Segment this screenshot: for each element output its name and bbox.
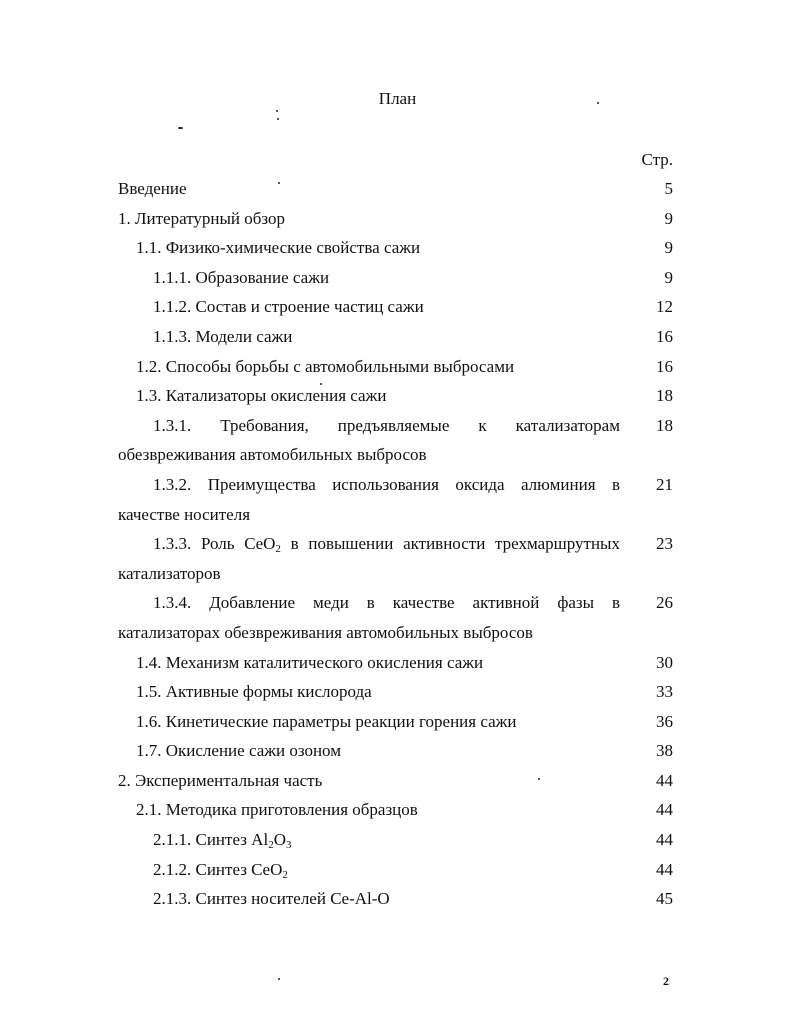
toc-entry-text: 1.5. Активные формы кислорода (136, 682, 372, 702)
toc-entry-text: 1.6. Кинетические параметры реакции горения сажи (136, 711, 517, 731)
toc-entry (118, 677, 673, 707)
toc-entry-page: 23 (656, 534, 673, 554)
toc-entry (118, 707, 673, 737)
toc-entry (118, 470, 673, 529)
scan-speck (597, 102, 599, 104)
page-column-header: Стр. (641, 150, 673, 169)
toc-entry (118, 322, 673, 352)
toc-entry-page: 44 (656, 830, 673, 850)
toc-entry-page: 36 (656, 711, 673, 731)
toc-entry-page: 38 (656, 741, 673, 761)
toc-entry-page: 21 (656, 474, 673, 494)
toc-entry-page: 44 (656, 859, 673, 879)
toc-entry-page: 9 (664, 267, 673, 287)
scan-speck (278, 182, 280, 184)
toc-entry (118, 174, 673, 204)
toc-entry (118, 352, 673, 382)
toc-entry-page: 16 (656, 326, 673, 346)
toc-entry-text: 2.1.1. Синтез $Al_2O_3$ (153, 830, 292, 852)
toc-entry-text: 1.1.2. Состав и строение частиц сажи (153, 297, 424, 317)
toc-entry (118, 825, 673, 855)
scan-speck (538, 778, 540, 780)
toc-entry-text: 1.3.2. Преимущества использования оксида алюминия в качестве носителя (118, 474, 620, 524)
toc-entry-page: 18 (656, 386, 673, 406)
toc-entry-text: 2.1. Методика приготовления образцов (136, 800, 418, 820)
toc-entry-text: 1.3.4. Добавление меди в качестве активной фазы в катализаторах обезвреживания автомобильных выбросов (118, 593, 620, 642)
toc-entry-page: 44 (656, 770, 673, 790)
scan-speck (276, 110, 278, 112)
toc-entry-text: 1.1. Физико-химические свойства сажи (136, 238, 421, 258)
toc-entry-page: 30 (656, 652, 673, 672)
toc-entry-text: 2.1.2. Синтез CeO$_2$ (153, 859, 288, 881)
toc-entry-page: 16 (656, 356, 673, 376)
toc-entry-text: 1.4. Механизм каталитического окисления сажи (136, 652, 484, 672)
toc-entry-page: 44 (656, 800, 673, 820)
toc-entry (118, 648, 673, 678)
toc-entry (118, 529, 673, 588)
toc-entry (118, 292, 673, 322)
toc-entry-text: 2.1.3. Синтез носителей Ce-Al-O (153, 889, 390, 909)
toc-entry-text: 1.3.3. Роль CeO$_2$ в повышении активности трехмаршрутных катализаторов (118, 534, 620, 583)
toc-entry (118, 381, 673, 411)
scan-speck (178, 127, 183, 129)
toc-entry-text: 1. Литературный обзор (118, 208, 286, 228)
toc-entry-text: 1.1.3. Модели сажи (153, 326, 293, 346)
toc-entry (118, 795, 673, 825)
toc-entry (118, 411, 673, 470)
toc-entry-text: 1.2. Способы борьбы с автомобильными выбросами (136, 356, 515, 376)
toc-entry (118, 204, 673, 234)
toc-entry-page: 33 (656, 682, 673, 702)
toc-entry (118, 233, 673, 263)
toc-entry (118, 263, 673, 293)
toc-entry-page: 12 (656, 297, 673, 317)
page-number: 2 (663, 974, 669, 988)
scan-speck (278, 978, 280, 980)
scan-speck (320, 383, 322, 385)
toc-entry-page: 9 (664, 238, 673, 258)
toc-entry-text: 2. Экспериментальная часть (118, 770, 323, 790)
toc-entry-text: 1.3. Катализаторы окисления сажи (136, 386, 387, 406)
scan-speck (277, 118, 279, 120)
toc-entry-page: 26 (656, 593, 673, 613)
toc-entry-text: 1.3.1. Требования, предъявляемые к катализаторам обезвреживания автомобильных выбросов (118, 415, 620, 465)
toc-entry (118, 884, 673, 914)
toc-entry-page: 45 (656, 889, 673, 909)
toc-entry-page: 9 (664, 208, 673, 228)
toc-entry (118, 766, 673, 796)
toc-entry-page: 18 (656, 415, 673, 435)
toc-entry-text: 1.1.1. Образование сажи (153, 267, 330, 287)
toc-entry-text: 1.7. Окисление сажи озоном (136, 741, 341, 761)
table-of-contents (118, 174, 673, 914)
toc-entry-text: Введение (118, 179, 187, 198)
toc-entry (118, 588, 673, 647)
toc-entry-page: 5 (664, 179, 673, 198)
toc-entry (118, 855, 673, 885)
page-title: План (378, 89, 417, 108)
toc-entry (118, 736, 673, 766)
